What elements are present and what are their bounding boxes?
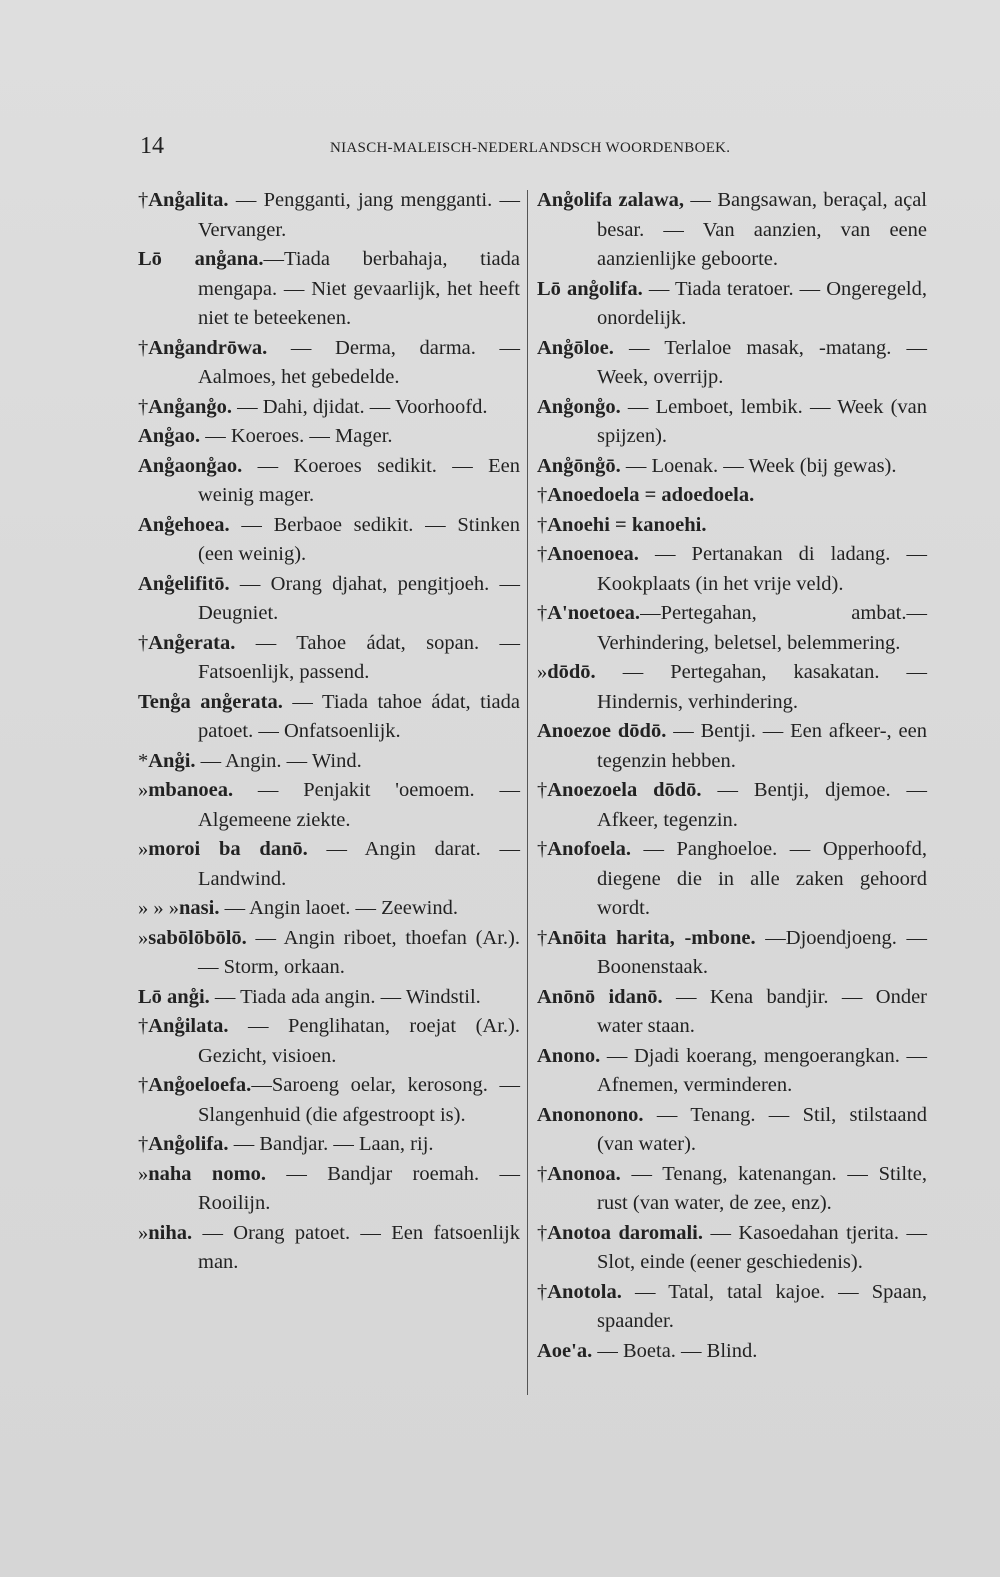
entry-headword: Ang̊erata. — [148, 631, 236, 654]
entry-definition: — Pertanakan di ladang. — Kookplaats (in het vrije veld). — [597, 543, 927, 595]
dictionary-entry — [537, 186, 927, 275]
dictionary-entry — [138, 452, 520, 511]
left-column — [138, 186, 520, 1278]
entry-marker: † — [138, 189, 149, 211]
entry-marker: » » » — [138, 897, 179, 919]
right-column — [537, 186, 927, 1366]
entry-definition: — Angin. — Wind. — [195, 749, 362, 772]
entry-headword: Anono. — [537, 1044, 601, 1067]
entry-definition: — Tahoe ádat, sopan. — Fatsoenlijk, passend. — [198, 631, 520, 683]
entry-headword: Anotoa daromali. — [547, 1221, 703, 1244]
entry-headword: Aoe'a. — [537, 1339, 593, 1362]
entry-definition: — Tatal, tatal kajoe. — Spaan, spaander. — [597, 1280, 927, 1332]
entry-marker: † — [537, 513, 548, 536]
entry-marker: » — [138, 1162, 149, 1185]
entry-headword: sabōlōbōlō. — [148, 926, 247, 949]
entry-marker: † — [537, 838, 548, 860]
entry-headword: Anoenoea. — [547, 543, 639, 565]
dictionary-entry — [138, 983, 520, 1013]
entry-definition: — Derma, darma. — Aalmoes, het gebedelde. — [198, 336, 520, 388]
entry-definition: — Tiada ada angin. — Windstil. — [209, 985, 481, 1008]
page-number: 14 — [140, 133, 164, 159]
dictionary-entry — [537, 1101, 927, 1160]
dictionary-entry — [537, 481, 927, 511]
dictionary-entry — [537, 1160, 927, 1219]
entry-marker: » — [537, 661, 548, 683]
dictionary-entry — [138, 747, 520, 777]
dictionary-entry — [138, 688, 520, 747]
entry-marker: † — [537, 926, 548, 949]
entry-headword: Ang̊ōloe. — [537, 336, 614, 359]
entry-headword: Anoehi = kanoehi. — [547, 513, 707, 536]
entry-definition: — Bandjar. — Laan, rij. — [228, 1133, 434, 1155]
entry-definition: —Saroeng oelar, kerosong. — Slangenhuid (die afgestroopt is). — [198, 1074, 520, 1126]
entry-headword: Ang̊alita. — [148, 189, 229, 211]
entry-marker: » — [138, 779, 149, 801]
entry-headword: Anōita harita, -mbone. — [547, 926, 756, 949]
dictionary-entry — [138, 776, 520, 835]
dictionary-entry — [138, 186, 520, 245]
dictionary-entry — [537, 924, 927, 983]
entry-headword: Ang̊ilata. — [148, 1015, 229, 1037]
entry-definition: — Terlaloe masak, -matang. — Week, overrijp. — [597, 336, 927, 388]
entry-marker: † — [537, 1162, 548, 1185]
entry-headword: Lō ang̊olifa. — [537, 277, 643, 300]
dictionary-entry — [537, 1219, 927, 1278]
entry-marker: † — [138, 1133, 149, 1155]
entry-definition: — Loenak. — Week (bij gewas). — [620, 454, 897, 477]
entry-marker: » — [138, 1221, 149, 1244]
entry-headword: Ang̊ang̊o. — [148, 395, 232, 418]
entry-headword: Ang̊oeloefa. — [148, 1074, 252, 1096]
dictionary-entry — [138, 629, 520, 688]
entry-marker: † — [138, 336, 149, 359]
dictionary-entry — [537, 835, 927, 924]
column-divider — [527, 190, 528, 1395]
dictionary-entry — [138, 1160, 520, 1219]
entry-definition: — Djadi koerang, mengoerangkan. — Afnemen, verminderen. — [597, 1044, 927, 1096]
entry-definition: — Lemboet, lembik. — Week (van spijzen). — [597, 395, 927, 447]
entry-marker: † — [537, 1221, 548, 1244]
entry-headword: Anonoa. — [547, 1162, 621, 1185]
entry-definition: — Bentji, djemoe. — Afkeer, tegenzin. — [597, 779, 927, 831]
dictionary-entry — [537, 275, 927, 334]
entry-headword: Ang̊ōng̊ō. — [537, 454, 621, 477]
entry-definition: — Pengganti, jang mengganti. — Vervanger. — [198, 189, 520, 241]
entry-definition: — Dahi, djidat. — Voorhoofd. — [231, 395, 488, 418]
entry-definition: — Boeta. — Blind. — [592, 1339, 758, 1362]
dictionary-entry — [138, 393, 520, 423]
dictionary-entry — [138, 1012, 520, 1071]
entry-definition: — Tiada teratoer. — Ongeregeld, onordelijk. — [597, 277, 927, 329]
dictionary-entry — [537, 776, 927, 835]
entry-marker: † — [138, 631, 149, 654]
dictionary-entry — [537, 1337, 927, 1367]
entry-marker: † — [537, 602, 548, 624]
entry-definition: — Penjakit 'oemoem. — Algemeene ziekte. — [198, 779, 520, 831]
entry-definition: — Bangsawan, beraçal, açal besar. — Van aanzien, van eene aanzienlijke geboorte. — [597, 189, 927, 270]
entry-headword: Ang̊ao. — [138, 425, 201, 447]
entry-definition: — Bentji. — Een afkeer-, een tegenzin hebben. — [597, 720, 927, 772]
entry-headword: A'noetoea. — [547, 602, 641, 624]
entry-headword: Ang̊olifa. — [148, 1133, 229, 1155]
entry-headword: Ang̊elifitō. — [138, 572, 230, 595]
dictionary-entry — [537, 717, 927, 776]
dictionary-entry — [537, 334, 927, 393]
dictionary-entry — [138, 1071, 520, 1130]
entry-marker: * — [138, 749, 149, 772]
entry-headword: Anoedoela = adoedoela. — [547, 484, 755, 506]
entry-marker: » — [138, 926, 149, 949]
entry-marker: † — [537, 1280, 548, 1303]
dictionary-entry — [138, 1130, 520, 1160]
dictionary-entry — [138, 422, 520, 452]
dictionary-entry — [138, 894, 520, 924]
entry-headword: Anononono. — [537, 1103, 644, 1126]
entry-definition: — Orang djahat, pengitjoeh. — Deugniet. — [198, 572, 520, 624]
entry-headword: Anōnō idanō. — [537, 985, 663, 1008]
entry-headword: Ang̊i. — [148, 749, 196, 772]
entry-headword: Anoezoe dōdō. — [537, 720, 667, 742]
entry-headword: Ang̊aong̊ao. — [138, 454, 243, 477]
entry-headword: naha nomo. — [148, 1162, 267, 1185]
dictionary-entry — [537, 1042, 927, 1101]
entry-definition: — Kena bandjir. — Onder water staan. — [597, 985, 928, 1037]
entry-definition: —Pertegahan, ambat.—Verhindering, beletsel, belemmering. — [597, 602, 927, 654]
dictionary-entry — [138, 245, 520, 334]
dictionary-entry — [537, 658, 927, 717]
entry-headword: dōdō. — [547, 661, 596, 683]
entry-headword: Lō ang̊ana. — [138, 248, 264, 270]
entry-marker: † — [537, 484, 548, 506]
dictionary-entry — [537, 452, 927, 482]
entry-headword: Anofoela. — [547, 838, 631, 860]
dictionary-entry — [138, 334, 520, 393]
dictionary-entry — [537, 1278, 927, 1337]
entry-definition: — Panghoeloe. — Opperhoofd, diegene die in alle zaken gehoord wordt. — [597, 838, 927, 919]
entry-definition: — Koeroes sedikit. — Een weinig mager. — [198, 454, 520, 506]
dictionary-entry — [138, 1219, 520, 1278]
dictionary-entry — [138, 570, 520, 629]
entry-headword: mbanoea. — [148, 779, 234, 801]
dictionary-entry — [138, 511, 520, 570]
entry-headword: Ang̊olifa zalawa, — [537, 189, 685, 211]
entry-definition: — Angin darat. — Landwind. — [198, 838, 520, 890]
entry-headword: niha. — [148, 1221, 193, 1244]
entry-definition: — Tenang. — Stil, stilstaand (van water). — [597, 1103, 927, 1155]
entry-marker: » — [138, 838, 149, 860]
entry-definition: — Berbaoe sedikit. — Stinken (een weinig). — [198, 513, 520, 565]
entry-definition: — Pertegahan, kasakatan. — Hindernis, verhindering. — [595, 661, 927, 713]
entry-headword: Ang̊andrōwa. — [148, 336, 268, 359]
entry-marker: † — [537, 779, 548, 801]
entry-marker: † — [537, 543, 548, 565]
entry-definition: — Tenang, katenangan. — Stilte, rust (van water, de zee, enz). — [597, 1162, 927, 1214]
entry-headword: Ang̊ehoea. — [138, 513, 230, 536]
dictionary-entry — [138, 835, 520, 894]
entry-definition: —Tiada berbahaja, tiada mengapa. — Niet gevaarlijk, het heeft niet te beteekenen. — [198, 248, 520, 329]
entry-marker: † — [138, 1074, 149, 1096]
entry-definition: — Tiada tahoe ádat, tiada patoet. — Onfatsoenlijk. — [198, 690, 520, 742]
running-title: NIASCH-MALEISCH-NEDERLANDSCH WOORDENBOEK. — [330, 140, 731, 156]
dictionary-entry — [537, 599, 927, 658]
entry-headword: Teng̊a ang̊erata. — [138, 690, 283, 713]
entry-headword: Anotola. — [547, 1280, 622, 1303]
dictionary-entry — [537, 983, 927, 1042]
entry-headword: nasi. — [179, 897, 220, 919]
entry-headword: moroi ba danō. — [148, 838, 308, 860]
entry-headword: Anoezoela dōdō. — [547, 779, 702, 801]
entry-definition: — Koeroes. — Mager. — [200, 425, 393, 447]
entry-definition: —Djoendjoeng. — Boonenstaak. — [597, 926, 927, 978]
entry-marker: † — [138, 1015, 149, 1037]
entry-definition: — Kasoedahan tjerita. — Slot, einde (eener geschiedenis). — [597, 1221, 927, 1273]
entry-headword: Lō ang̊i. — [138, 985, 210, 1008]
entry-definition: — Bandjar roemah. — Rooilijn. — [198, 1162, 520, 1214]
dictionary-entry — [537, 393, 927, 452]
dictionary-entry — [537, 511, 927, 541]
entry-definition: — Orang patoet. — Een fatsoenlijk man. — [192, 1221, 520, 1273]
entry-definition: — Angin laoet. — Zeewind. — [219, 897, 459, 919]
entry-definition: — Angin riboet, thoefan (Ar.). — Storm, orkaan. — [198, 926, 520, 978]
entry-headword: Ang̊ong̊o. — [537, 395, 621, 418]
dictionary-entry — [537, 540, 927, 599]
entry-definition: — Penglihatan, roejat (Ar.). Gezicht, visioen. — [198, 1015, 520, 1067]
dictionary-entry — [138, 924, 520, 983]
entry-marker: † — [138, 395, 149, 418]
